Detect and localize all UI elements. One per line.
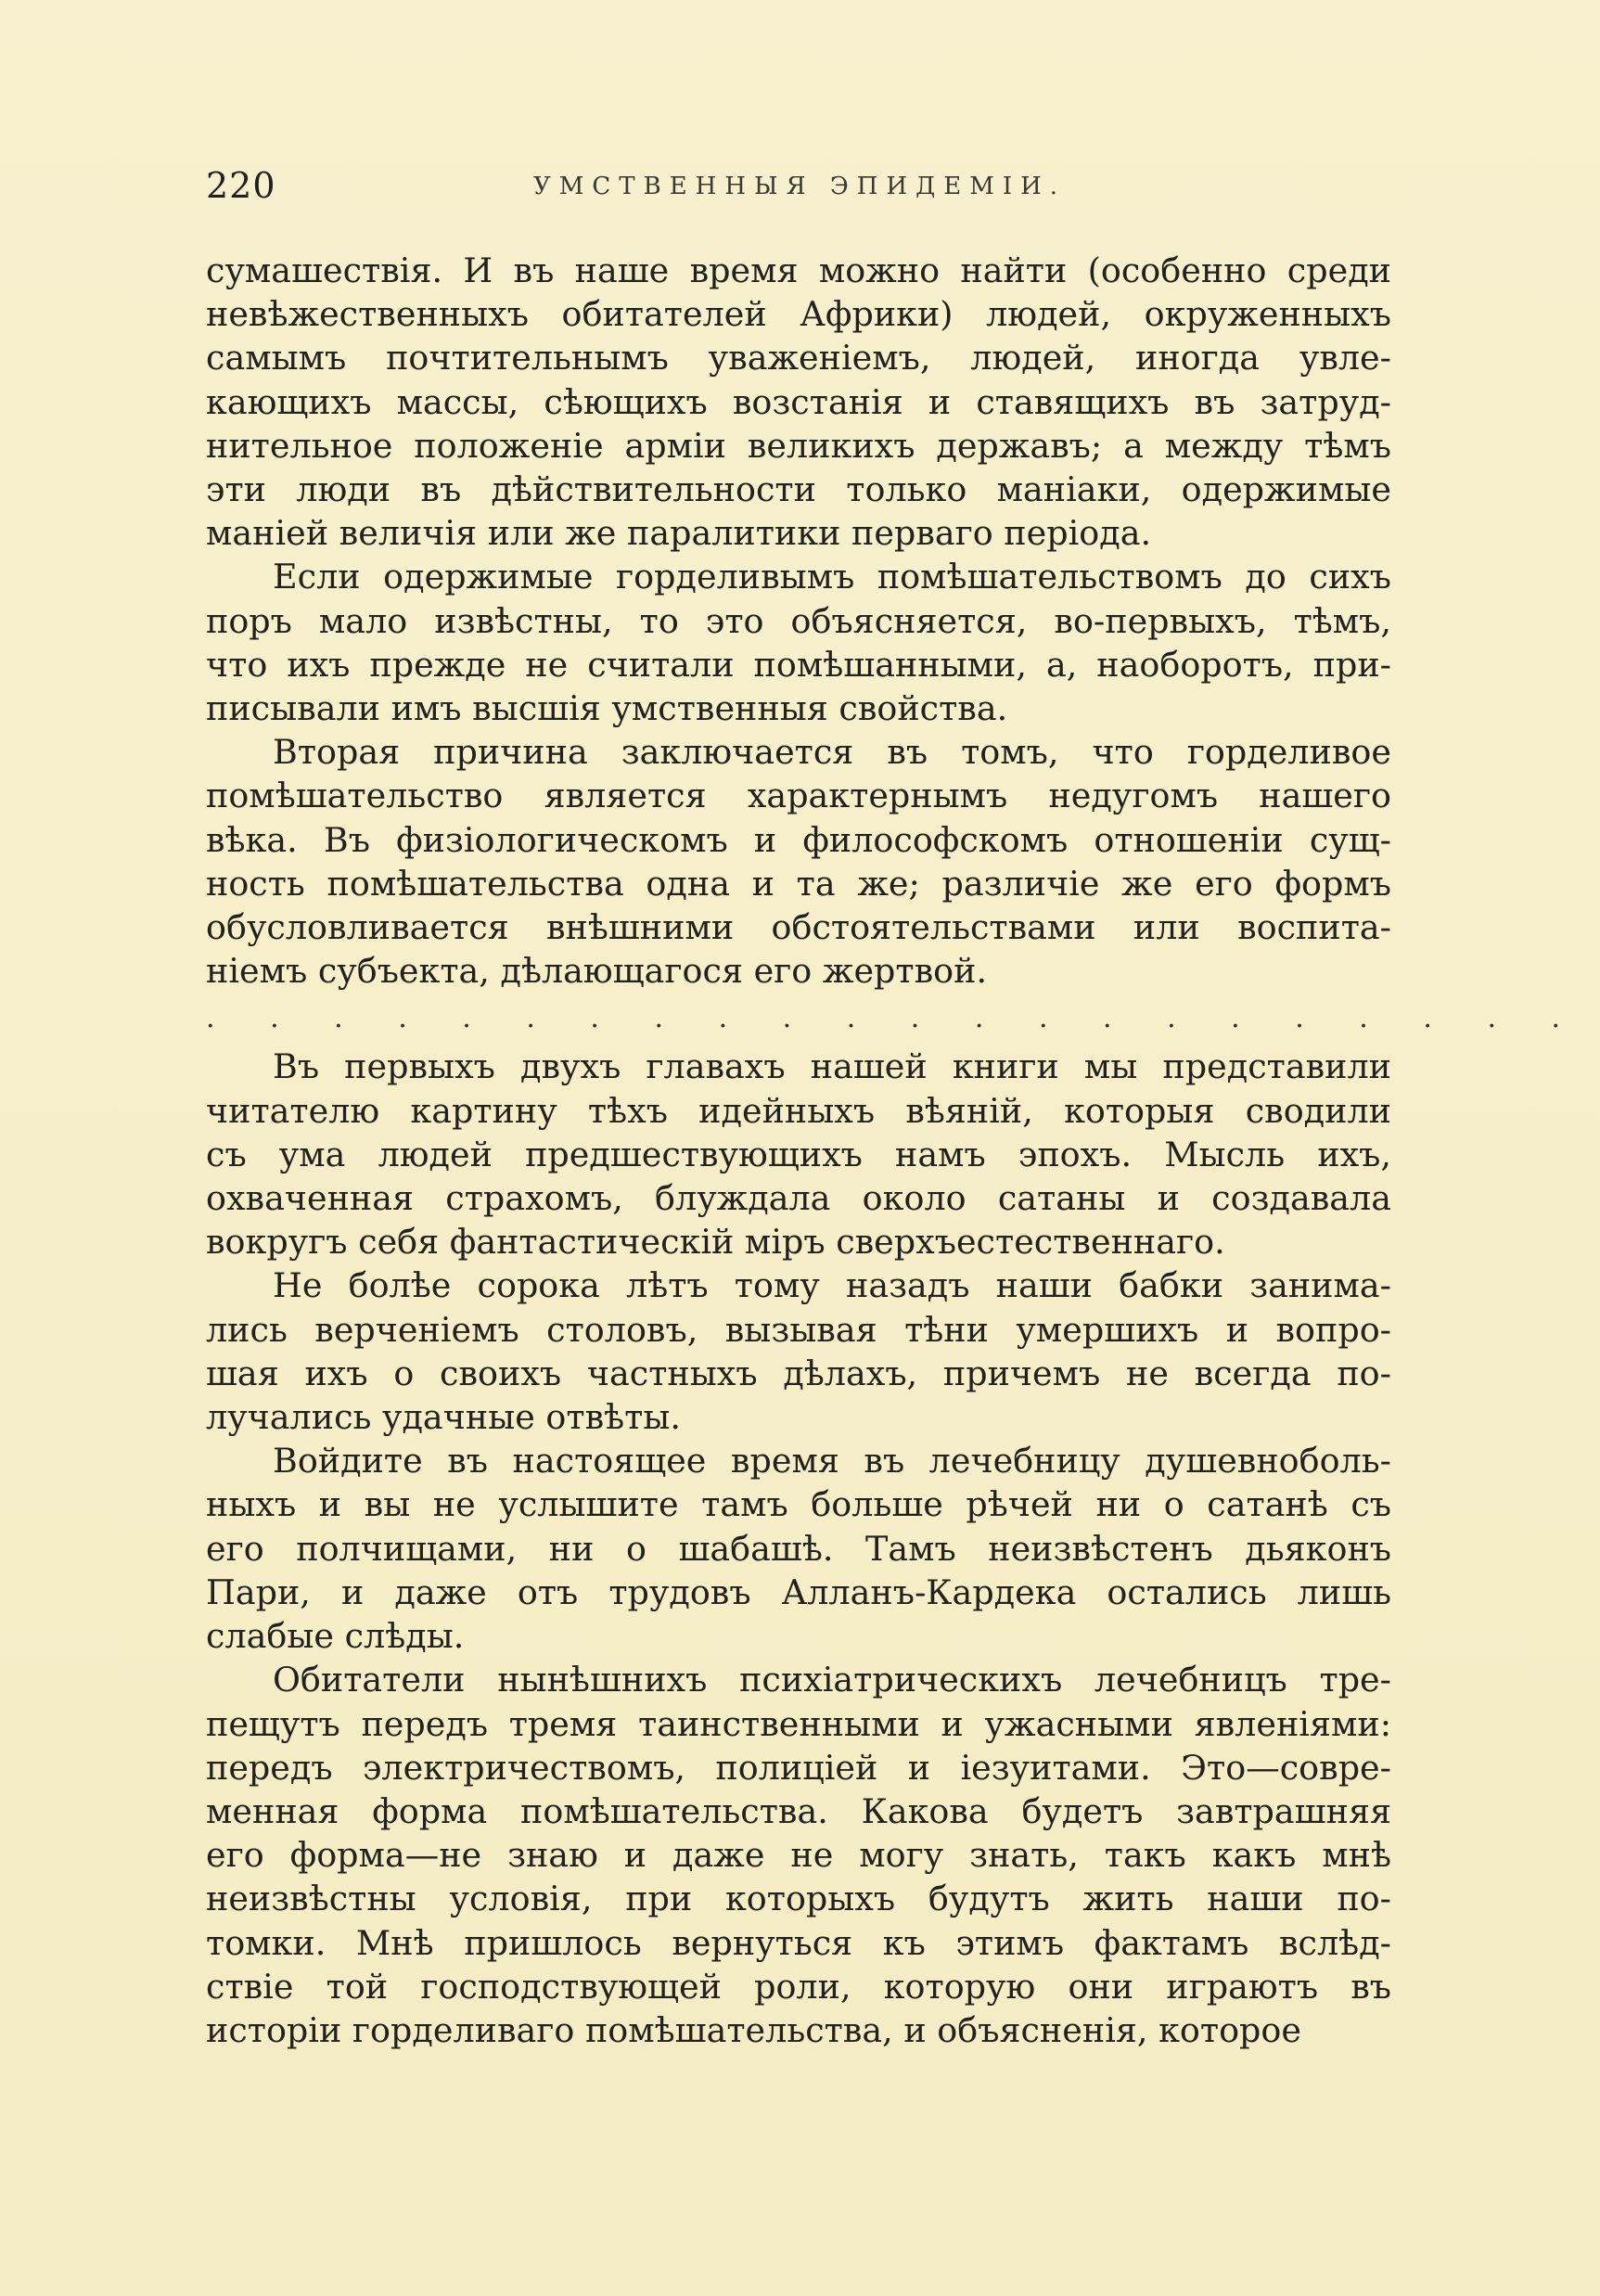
text-line: читателю картину тѣхъ идейныхъ вѣяній, которыя сводили: [206, 1090, 1391, 1131]
text-line: кающихъ массы, сѣющихъ возстанія и ставящихъ въ затруд-: [206, 381, 1391, 422]
text-line: лучались удачные отвѣты.: [206, 1397, 681, 1438]
text-line: Если одержимые горделивымъ помѣшательствомъ до сихъ: [273, 557, 1391, 597]
text-line: помѣшательство является характернымъ недугомъ нашего: [206, 776, 1391, 816]
text-line: пещутъ передъ тремя таинственными и ужасными явленіями:: [206, 1703, 1391, 1744]
text-line: передъ электричествомъ, полиціей и іезуитами. Это—совре-: [206, 1747, 1391, 1788]
text-line: эти люди въ дѣйствительности только маніаки, одержимые: [206, 469, 1391, 510]
text-line: ныхъ и вы не услышите тамъ больше рѣчей ни о сатанѣ съ: [206, 1484, 1391, 1525]
text-line: поръ мало извѣстны, то это объясняется, во-первыхъ, тѣмъ,: [206, 600, 1391, 641]
text-line: самымъ почтительнымъ уваженіемъ, людей, иногда увле-: [206, 338, 1391, 378]
text-line: ствіе той господствующей роли, которую они играютъ въ: [206, 1966, 1391, 2007]
paragraph: [206, 1439, 1391, 1658]
text-line: менная форма помѣшательства. Какова будетъ завтрашняя: [206, 1790, 1391, 1831]
text-line: ніемъ субъекта, дѣлающагося его жертвой.: [206, 951, 988, 992]
page-number: 220: [206, 165, 276, 206]
body-text: [206, 249, 1584, 2052]
paragraph: [206, 555, 1391, 730]
text-line: Войдите въ настоящее время въ лечебницу душевноболь-: [273, 1441, 1391, 1481]
text-line: неизвѣстны условія, при которыхъ будутъ жить наши по-: [206, 1879, 1391, 1919]
text-line: его форма—не знаю и даже не могу знать, такъ какъ мнѣ: [206, 1835, 1391, 1876]
text-line: Обитатели нынѣшнихъ психіатрическихъ лечебницъ тре-: [273, 1660, 1391, 1700]
text-line: исторіи горделиваго помѣшательства, и объясненія, которое: [206, 2009, 1301, 2050]
text-line: нительное положеніе арміи великихъ державъ; а между тѣмъ: [206, 425, 1391, 466]
section-separator: . . . . . . . . . . . . . . . . . . . . . .: [206, 1002, 1584, 1035]
text-line: Въ первыхъ двухъ главахъ нашей книги мы представили: [273, 1046, 1391, 1087]
text-line: невѣжественныхъ обитателей Африки) людей, окруженныхъ: [206, 294, 1391, 335]
text-line: слабые слѣды.: [206, 1616, 465, 1657]
paragraph: [206, 1045, 1391, 1263]
paragraph: [206, 730, 1391, 993]
text-line: лись верченіемъ столовъ, вызывая тѣни умершихъ и вопро-: [206, 1309, 1391, 1350]
text-line: шая ихъ о своихъ частныхъ дѣлахъ, причемъ не всегда по-: [206, 1353, 1391, 1393]
text-line: его полчищами, ни о шабашѣ. Тамъ неизвѣстенъ дьяконъ: [206, 1528, 1391, 1569]
text-line: охваченная страхомъ, блуждала около сатаны и создавала: [206, 1178, 1391, 1219]
text-line: Пари, и даже отъ трудовъ Алланъ-Кардека остались лишь: [206, 1571, 1391, 1612]
text-line: томки. Мнѣ пришлось вернуться къ этимъ фактамъ вслѣд-: [206, 1922, 1391, 1963]
paragraph: [206, 1263, 1391, 1439]
text-line: Не болѣе сорока лѣтъ тому назадъ наши бабки занима-: [273, 1265, 1391, 1306]
text-line: ность помѣшательства одна и та же; различіе же его формъ: [206, 863, 1391, 904]
text-line: вѣка. Въ физіологическомъ и философскомъ отношеніи сущ-: [206, 819, 1391, 860]
text-line: что ихъ прежде не считали помѣшанными, а, наоборотъ, при-: [206, 644, 1391, 685]
text-line: сумашествія. И въ наше время можно найти (особенно среди: [206, 250, 1391, 290]
paragraph: [206, 249, 1391, 555]
text-line: обусловливается внѣшними обстоятельствами или воспита-: [206, 907, 1391, 948]
text-line: писывали имъ высшія умственныя свойства.: [206, 688, 1008, 729]
page-header: [206, 165, 1393, 221]
text-line: Вторая причина заключается въ томъ, что горделивое: [273, 732, 1391, 773]
paragraph: [206, 1658, 1391, 2052]
running-title: УМСТВЕННЫЯ ЭПИДЕМІИ.: [532, 173, 1067, 200]
text-line: маніей величія или же паралитики перваго періода.: [206, 513, 1152, 554]
text-line: съ ума людей предшествующихъ намъ эпохъ. Мысль ихъ,: [206, 1134, 1391, 1174]
text-line: вокругъ себя фантастическій міръ сверхъестественнаго.: [206, 1222, 1225, 1263]
